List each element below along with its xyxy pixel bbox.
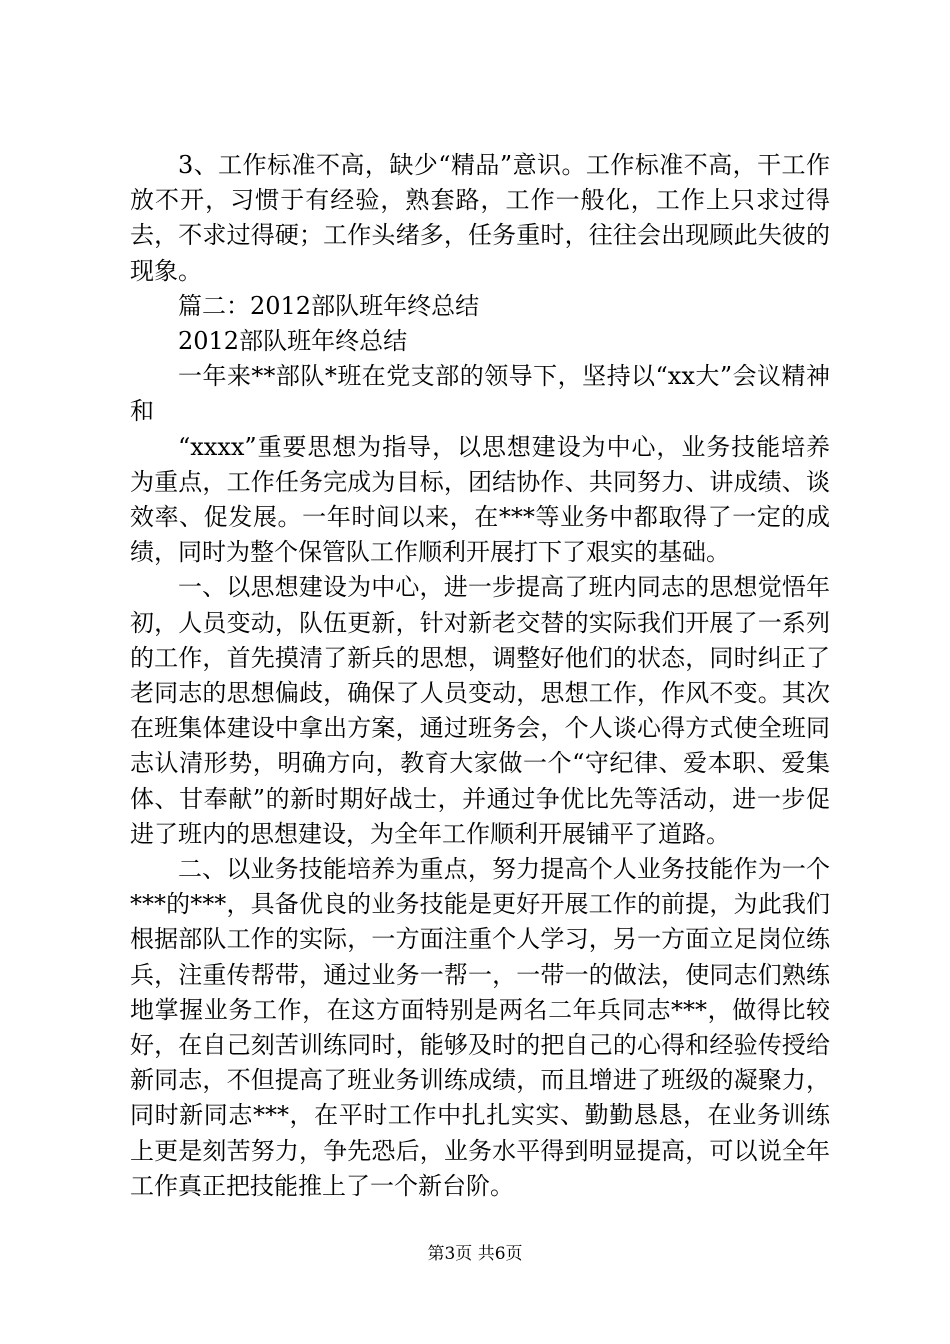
page-footer: 第3页 共6页 bbox=[427, 1244, 523, 1264]
paragraph-work-standard: 3、工作标准不高，缺少“精品”意识。工作标准不高，干工作放不开，习惯于有经验，熟套路，工作一般化，工作上只求过得去，不求过得硬；工作头绪多，任务重时，往往会出现顾此失彼的现象。 bbox=[130, 151, 830, 285]
paragraph-skill-training: 二、以业务技能培养为重点，努力提高个人业务技能作为一个***的***，具备优良的业务技能是更好开展工作的前提，为此我们根据部队工作的实际，一方面注重个人学习，另一方面立足岗位练兵，注重传帮带，通过业务一帮一，一带一的做法，使同志们熟练地掌握业务工作，在这方面特别是两名二年兵同志***，做得比较好，在自己刻苦训练同时，能够及时的把自己的心得和经验传授给新同志，不但提高了班业务训练成绩，而且增进了班级的凝聚力，同时新同志***，在平时工作中扎扎实实、勤勤恳恳，在业务训练上更是刻苦努力，争先恐后，业务水平得到明显提高，可以说全年工作真正把技能推上了一个新台阶。 bbox=[130, 855, 830, 1200]
paragraph-intro: 一年来**部队*班在党支部的领导下，坚持以“xx大”会议精神和 bbox=[130, 362, 830, 426]
paragraph-ideological-building: 一、以思想建设为中心，进一步提高了班内同志的思想觉悟年初，人员变动，队伍更新，针对新老交替的实际我们开展了一系列的工作，首先摸清了新兵的思想，调整好他们的状态，同时纠正了老同志的思想偏歧，确保了人员变动，思想工作，作风不变。其次在班集体建设中拿出方案，通过班务会，个人谈心得方式使全班同志认清形势，明确方向，教育大家做一个“守纪律、爱本职、爱集体、甘奉献”的新时期好战士，并通过争优比先等活动，进一步促进了班内的思想建设，为全年工作顺利开展铺平了道路。 bbox=[130, 573, 830, 848]
paragraph-guiding-thought: “xxxx”重要思想为指导，以思想建设为中心，业务技能培养为重点，工作任务完成为目标，团结协作、共同努力、讲成绩、谈效率、促发展。一年时间以来，在***等业务中都取得了一定的成绩，同时为整个保管队工作顺利开展打下了艰实的基础。 bbox=[130, 432, 830, 567]
document-title: 2012部队班年终总结 bbox=[178, 327, 408, 356]
section-title: 篇二：2012部队班年终总结 bbox=[178, 291, 480, 320]
document-body bbox=[130, 148, 830, 1204]
